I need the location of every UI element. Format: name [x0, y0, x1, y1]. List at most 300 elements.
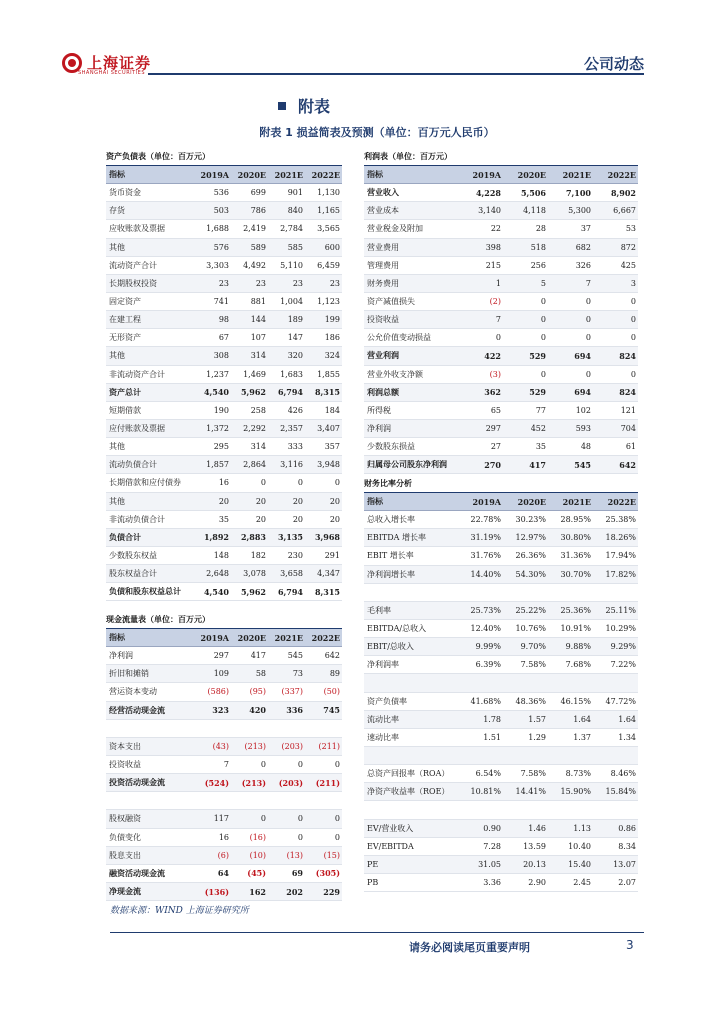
value-cell: 9.70%: [520, 642, 546, 652]
footer-divider: [110, 932, 644, 933]
value-cell: 107: [250, 333, 266, 343]
table-row: [364, 529, 638, 547]
value-cell: 35: [218, 514, 229, 524]
value-cell: 15.84%: [605, 787, 636, 797]
table-row: [364, 202, 638, 220]
value-cell: 3,116: [280, 460, 303, 470]
value-cell: 600: [324, 242, 340, 252]
row-label-cell: 无形资产: [109, 333, 141, 343]
balance-sheet-body: [106, 166, 342, 601]
value-cell: 9.99%: [475, 642, 501, 652]
value-cell: 25.38%: [605, 515, 636, 525]
value-cell: 824: [619, 350, 636, 361]
table-row: [364, 693, 638, 711]
value-cell: 23: [292, 278, 303, 288]
table-row: [364, 783, 638, 801]
table-row: [364, 656, 638, 674]
value-cell: 16: [218, 832, 229, 842]
row-label-cell: 公允价值变动损益: [367, 333, 431, 343]
table-row: [364, 239, 638, 257]
row-label-cell: EV/EBITDA: [367, 841, 414, 851]
value-cell: 148: [213, 551, 229, 561]
row-label-cell: 应收账款及票据: [109, 224, 165, 234]
table-row: [106, 829, 342, 847]
value-cell: 314: [250, 442, 266, 452]
value-cell: 12.97%: [515, 533, 546, 543]
table-row: [364, 711, 638, 729]
value-cell: 48: [580, 442, 591, 452]
value-cell: 741: [213, 297, 229, 307]
value-cell: 7,100: [565, 187, 591, 198]
value-cell: 9.88%: [565, 642, 591, 652]
value-cell: 1,165: [317, 206, 340, 216]
value-cell: (136): [204, 886, 229, 897]
value-cell: 1,857: [206, 460, 229, 470]
value-cell: 2,784: [280, 224, 303, 234]
header-year-cell: 2019A: [200, 632, 229, 643]
value-cell: 102: [575, 405, 591, 415]
table-row: [364, 566, 638, 584]
table-row: [364, 674, 638, 692]
value-cell: 53: [625, 224, 636, 234]
table-row: [364, 511, 638, 529]
row-label-cell: 净利润: [367, 424, 391, 434]
value-cell: 25.73%: [470, 605, 501, 615]
value-cell: 31.76%: [470, 551, 501, 561]
value-cell: 694: [574, 350, 591, 361]
value-cell: 2,864: [243, 460, 266, 470]
value-cell: 1.51: [483, 732, 501, 742]
value-cell: 8.34: [618, 841, 636, 851]
value-cell: 297: [213, 651, 229, 661]
table-row: [364, 329, 638, 347]
header-year-cell: 2021E: [274, 169, 303, 180]
value-cell: 8,902: [610, 187, 636, 198]
value-cell: 699: [250, 188, 266, 198]
value-cell: 13.59: [523, 841, 546, 851]
row-label-cell: 所得税: [367, 405, 391, 415]
value-cell: (45): [247, 868, 266, 879]
value-cell: 58: [255, 669, 266, 679]
value-cell: 593: [575, 424, 591, 434]
value-cell: 4,540: [203, 586, 229, 597]
row-label-cell: 营业外收支净额: [367, 369, 423, 379]
table-row: [364, 838, 638, 856]
row-label-cell: 货币资金: [109, 188, 141, 198]
value-cell: 694: [574, 387, 591, 398]
table-row: [106, 257, 342, 275]
value-cell: 1.29: [528, 732, 546, 742]
value-cell: 15.40: [568, 859, 591, 869]
value-cell: 3.36: [483, 878, 501, 888]
value-cell: 0: [297, 814, 303, 824]
value-cell: 23: [255, 278, 266, 288]
table-row: [364, 638, 638, 656]
row-label-cell: 资产减值损失: [367, 297, 415, 307]
value-cell: (50): [323, 687, 340, 697]
value-cell: 67: [218, 333, 229, 343]
value-cell: 10.91%: [560, 624, 591, 634]
value-cell: 5,300: [568, 206, 591, 216]
header-year-cell: 2022E: [607, 496, 636, 507]
value-cell: 20: [292, 496, 303, 506]
value-cell: 10.81%: [470, 787, 501, 797]
value-cell: 0: [260, 814, 266, 824]
table-row: [364, 856, 638, 874]
value-cell: 189: [287, 315, 303, 325]
value-cell: 230: [287, 551, 303, 561]
header-year-cell: 2020E: [517, 496, 546, 507]
value-cell: 270: [484, 459, 501, 470]
value-cell: 20: [329, 514, 340, 524]
row-label-cell: 投资收益: [367, 315, 399, 325]
value-cell: 0: [297, 832, 303, 842]
value-cell: 1,237: [206, 369, 229, 379]
value-cell: 1,372: [206, 424, 229, 434]
table-row: [364, 456, 638, 474]
row-label-cell: 长期股权投资: [109, 278, 157, 288]
value-cell: 6.54%: [475, 769, 501, 779]
value-cell: 1.46: [528, 823, 546, 833]
table-row: [364, 257, 638, 275]
row-label-cell: 财务费用: [367, 278, 399, 288]
value-cell: (203): [278, 777, 303, 788]
value-cell: 1.57: [528, 714, 546, 724]
row-label-cell: 融资活动现金流: [109, 867, 165, 878]
value-cell: (337): [281, 687, 303, 697]
table-header-row: [364, 493, 638, 511]
value-cell: 6,667: [613, 206, 636, 216]
value-cell: 2.07: [618, 878, 636, 888]
table-row: [106, 366, 342, 384]
value-cell: 186: [324, 333, 340, 343]
square-bullet-icon: [278, 102, 286, 110]
value-cell: 398: [485, 242, 501, 252]
table-row: [106, 275, 342, 293]
row-label-cell: 净资产收益率（ROE）: [367, 787, 450, 797]
value-cell: 20.13: [523, 859, 546, 869]
table-row: [106, 202, 342, 220]
row-label-cell: 利润总额: [367, 386, 399, 397]
row-label-cell: 营业收入: [367, 187, 399, 198]
income-statement-title: 利润表（单位：百万元）: [364, 148, 638, 166]
table-row: [106, 865, 342, 883]
value-cell: 503: [213, 206, 229, 216]
value-cell: 5: [540, 278, 546, 288]
header-year-cell: 2022E: [311, 169, 340, 180]
value-cell: 98: [218, 315, 229, 325]
value-cell: 2,292: [243, 424, 266, 434]
value-cell: 23: [218, 278, 229, 288]
value-cell: 0: [297, 478, 303, 488]
table-row: [106, 329, 342, 347]
row-label-cell: 应付账款及票据: [109, 424, 165, 434]
table-row: [106, 420, 342, 438]
data-source-note: 数据来源：WIND 上海证券研究所: [110, 906, 249, 916]
table-row: [106, 665, 342, 683]
value-cell: 0: [260, 760, 266, 770]
table-row: [364, 729, 638, 747]
value-cell: 26.36%: [515, 551, 546, 561]
value-cell: 3,948: [317, 460, 340, 470]
value-cell: (13): [286, 850, 303, 860]
value-cell: 25.11%: [605, 605, 636, 615]
header-year-cell: 2019A: [472, 496, 501, 507]
header-year-cell: 2019A: [472, 169, 501, 180]
value-cell: 20: [292, 514, 303, 524]
value-cell: 5,962: [240, 586, 266, 597]
value-cell: 2.45: [573, 878, 591, 888]
table-row: [106, 529, 342, 547]
table-row: [364, 765, 638, 783]
value-cell: 0: [630, 369, 636, 379]
value-cell: 7: [585, 278, 591, 288]
row-label-cell: 投资收益: [109, 760, 141, 770]
value-cell: 22.78%: [470, 515, 501, 525]
value-cell: 20: [329, 496, 340, 506]
table-header-row: [106, 166, 342, 184]
value-cell: 7.68%: [565, 660, 591, 670]
table-row: [364, 311, 638, 329]
value-cell: 64: [217, 868, 229, 879]
value-cell: 8,315: [314, 586, 340, 597]
table-row: [106, 474, 342, 492]
header-divider: [148, 73, 644, 75]
value-cell: 2,883: [240, 532, 266, 543]
value-cell: 420: [249, 705, 266, 716]
logo-text: 上海证券: [87, 54, 152, 72]
table-row: [106, 810, 342, 828]
value-cell: 333: [287, 442, 303, 452]
value-cell: 35: [535, 442, 546, 452]
value-cell: 27: [490, 442, 501, 452]
value-cell: 109: [213, 669, 229, 679]
value-cell: 357: [324, 442, 340, 452]
table-header-row: [106, 629, 342, 647]
table-row: [106, 239, 342, 257]
value-cell: 824: [619, 387, 636, 398]
row-label-cell: 少数股东损益: [367, 442, 415, 452]
value-cell: 417: [250, 651, 266, 661]
value-cell: 12.40%: [470, 624, 501, 634]
value-cell: 0: [334, 832, 340, 842]
ratio-analysis-body: [364, 493, 638, 892]
row-label-cell: EV/营业收入: [367, 823, 414, 833]
value-cell: (10): [249, 850, 266, 860]
table-header-row: [364, 166, 638, 184]
value-cell: 2,357: [280, 424, 303, 434]
value-cell: 297: [485, 424, 501, 434]
value-cell: 4,492: [243, 260, 266, 270]
row-label-cell: 归属母公司股东净利润: [367, 459, 447, 470]
table-row: [106, 347, 342, 365]
value-cell: 0: [260, 478, 266, 488]
value-cell: 6,459: [317, 260, 340, 270]
value-cell: 0.86: [618, 823, 636, 833]
row-label-cell: 资产总计: [109, 386, 141, 397]
value-cell: 0: [540, 315, 546, 325]
row-label-cell: 资本支出: [109, 741, 141, 751]
row-label-cell: 少数股东权益: [109, 551, 157, 561]
value-cell: 545: [574, 459, 591, 470]
value-cell: 1.64: [573, 714, 591, 724]
value-cell: 46.15%: [560, 696, 591, 706]
value-cell: (213): [244, 741, 266, 751]
header-label-cell: 指标: [367, 496, 383, 507]
value-cell: 901: [287, 188, 303, 198]
row-label-cell: 股东权益合计: [109, 569, 157, 579]
value-cell: 30.70%: [560, 569, 591, 579]
row-label-cell: EBIT/总收入: [367, 642, 414, 652]
value-cell: 323: [212, 705, 229, 716]
value-cell: 585: [287, 242, 303, 252]
header-label-cell: 指标: [109, 169, 125, 180]
row-label-cell: 速动比率: [367, 732, 399, 742]
value-cell: (213): [241, 777, 266, 788]
row-label-cell: 流动资产合计: [109, 260, 157, 270]
value-cell: 10.76%: [515, 624, 546, 634]
value-cell: 5,962: [240, 387, 266, 398]
table-row: [364, 420, 638, 438]
table-row: [364, 384, 638, 402]
header-year-cell: 2021E: [562, 496, 591, 507]
value-cell: 15.90%: [560, 787, 591, 797]
row-label-cell: 营业费用: [367, 242, 399, 252]
value-cell: 840: [287, 206, 303, 216]
value-cell: 147: [287, 333, 303, 343]
value-cell: 31.36%: [560, 551, 591, 561]
table-row: [106, 565, 342, 583]
header-year-cell: 2020E: [237, 632, 266, 643]
value-cell: 28.95%: [560, 515, 591, 525]
row-label-cell: 其他: [109, 351, 125, 361]
row-label-cell: 营业税金及附加: [367, 224, 423, 234]
row-label-cell: 总资产回报率（ROA）: [367, 769, 450, 779]
value-cell: 417: [529, 459, 546, 470]
table-row: [364, 602, 638, 620]
header-year-cell: 2019A: [200, 169, 229, 180]
value-cell: 872: [620, 242, 636, 252]
row-label-cell: PB: [367, 878, 379, 888]
value-cell: 308: [213, 351, 229, 361]
row-label-cell: 总收入增长率: [367, 515, 415, 525]
value-cell: 320: [287, 351, 303, 361]
value-cell: 0: [630, 315, 636, 325]
row-label-cell: 流动负债合计: [109, 460, 157, 470]
cash-flow-table: [106, 611, 342, 901]
value-cell: 422: [484, 350, 501, 361]
row-label-cell: 其他: [109, 242, 125, 252]
value-cell: 326: [575, 260, 591, 270]
table-row: [364, 366, 638, 384]
value-cell: 425: [620, 260, 636, 270]
row-label-cell: PE: [367, 859, 379, 869]
row-label-cell: 毛利率: [367, 605, 391, 615]
row-label-cell: EBIT 增长率: [367, 551, 414, 561]
value-cell: 426: [287, 405, 303, 415]
value-cell: 1: [495, 278, 501, 288]
row-label-cell: 资产负债率: [367, 696, 407, 706]
value-cell: 14.40%: [470, 569, 501, 579]
value-cell: 89: [329, 669, 340, 679]
row-label-cell: 净现金流: [109, 886, 141, 897]
value-cell: 182: [250, 551, 266, 561]
value-cell: 1,855: [317, 369, 340, 379]
value-cell: 7.58%: [520, 769, 546, 779]
value-cell: 576: [213, 242, 229, 252]
value-cell: (305): [315, 868, 340, 879]
value-cell: 362: [484, 387, 501, 398]
cash-flow-title: 现金流量表（单位：百万元）: [106, 611, 342, 629]
value-cell: 256: [530, 260, 546, 270]
value-cell: 17.94%: [605, 551, 636, 561]
value-cell: (211): [318, 741, 340, 751]
value-cell: 54.30%: [515, 569, 546, 579]
value-cell: 0: [585, 369, 591, 379]
value-cell: 2.90: [528, 878, 546, 888]
value-cell: 190: [213, 405, 229, 415]
value-cell: 6,794: [277, 387, 303, 398]
value-cell: 0: [540, 297, 546, 307]
section-title: [278, 94, 330, 117]
row-label-cell: 其他: [109, 496, 125, 506]
value-cell: 16: [218, 478, 229, 488]
value-cell: 77: [535, 405, 546, 415]
table-row: [364, 801, 638, 819]
value-cell: 18.26%: [605, 533, 636, 543]
value-cell: 41.68%: [470, 696, 501, 706]
row-label-cell: 非流动资产合计: [109, 369, 165, 379]
table-row: [106, 583, 342, 601]
header-label-cell: 指标: [109, 632, 125, 643]
table-row: [106, 456, 342, 474]
row-label-cell: 净利润增长率: [367, 569, 415, 579]
value-cell: 20: [218, 496, 229, 506]
value-cell: (16): [249, 832, 266, 842]
table-row: [106, 438, 342, 456]
row-label-cell: 短期借款: [109, 405, 141, 415]
table-row: [364, 547, 638, 565]
value-cell: 3,968: [314, 532, 340, 543]
row-label-cell: 固定资产: [109, 297, 141, 307]
row-label-cell: 负债合计: [109, 531, 141, 542]
value-cell: 65: [490, 405, 501, 415]
value-cell: 7: [223, 760, 229, 770]
table-row: [364, 438, 638, 456]
value-cell: 121: [620, 405, 636, 415]
table-row: [364, 184, 638, 202]
value-cell: 7.22%: [610, 660, 636, 670]
value-cell: 0: [334, 478, 340, 488]
table-row: [106, 547, 342, 565]
value-cell: 291: [324, 551, 340, 561]
row-label-cell: 折旧和摊销: [109, 669, 149, 679]
value-cell: 786: [250, 206, 266, 216]
value-cell: (6): [217, 850, 229, 860]
value-cell: 13.07: [613, 859, 636, 869]
table-row: [106, 774, 342, 792]
value-cell: 2,648: [206, 569, 229, 579]
value-cell: 529: [529, 387, 546, 398]
table-row: [364, 747, 638, 765]
row-label-cell: EBITDA 增长率: [367, 533, 426, 543]
ratio-analysis-table: [364, 475, 638, 892]
value-cell: 8.46%: [610, 769, 636, 779]
value-cell: 4,228: [475, 187, 501, 198]
row-label-cell: 流动比率: [367, 714, 399, 724]
value-cell: 0: [630, 297, 636, 307]
value-cell: 6,794: [277, 586, 303, 597]
